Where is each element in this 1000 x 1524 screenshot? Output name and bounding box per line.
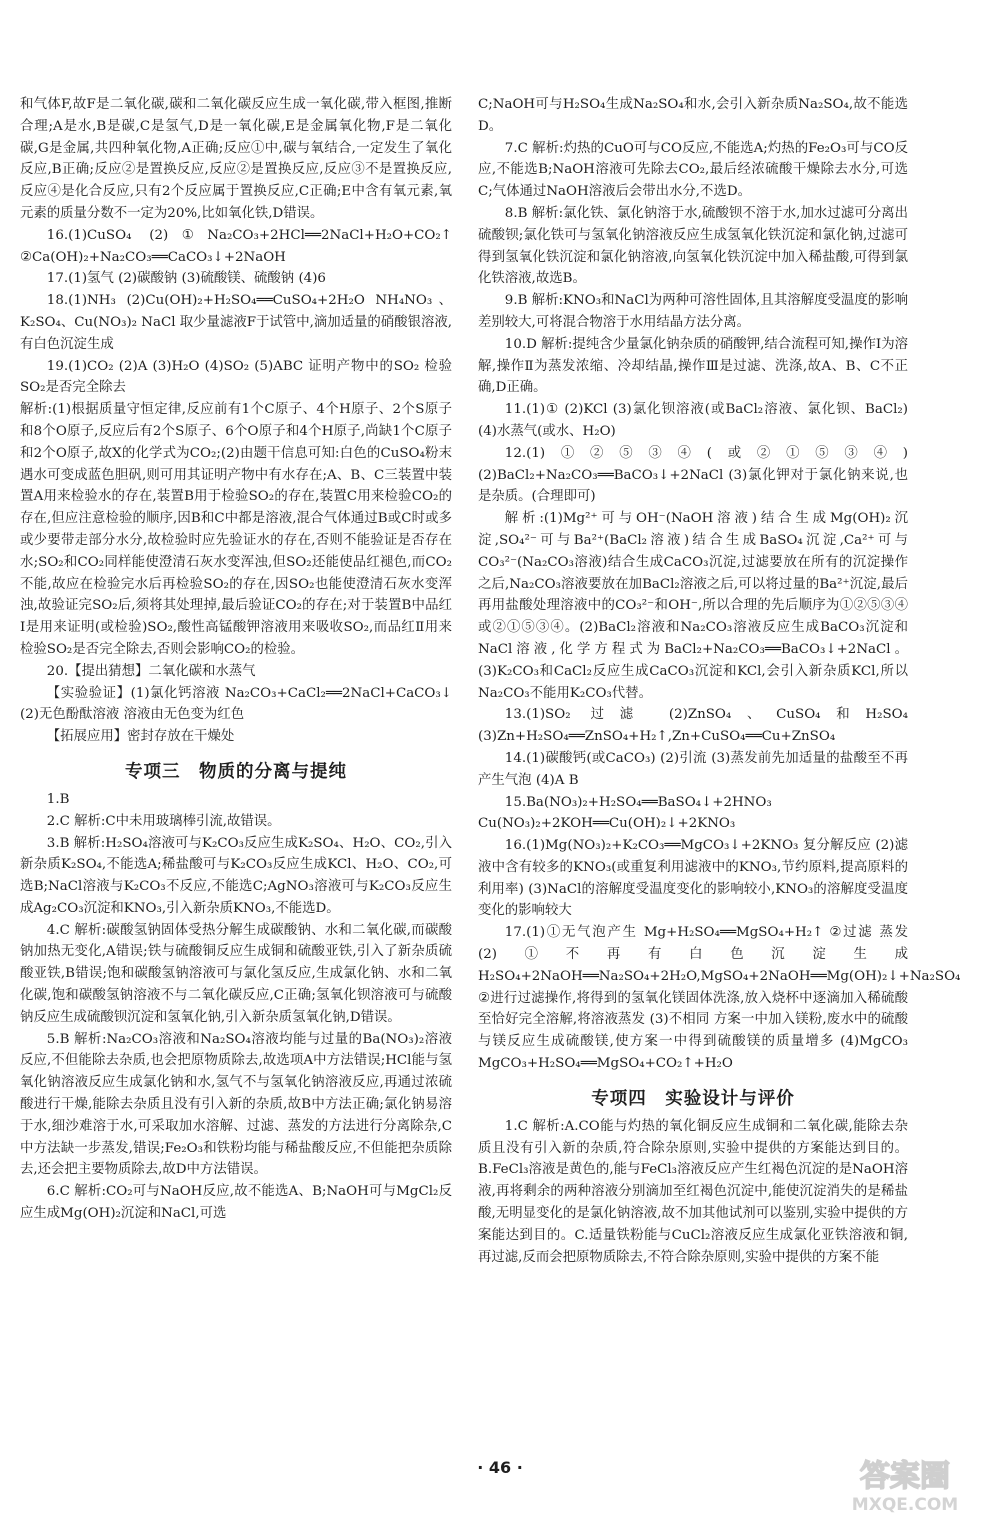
paragraph: 1.B xyxy=(46,791,70,807)
paragraph: 解析:(1)Mg²⁺可与OH⁻(NaOH溶液)结合生成Mg(OH)₂沉淀,SO₄²⁻可与Ba²⁺(BaCl₂溶液)结合生成BaSO₄沉淀,Ca²⁺可与CO₃²⁻(Na₂CO₃溶液)结合生成CaCO₃沉淀,过滤要放在所有的沉淀操作之后,Na₂CO₃溶液要放在加BaCl₂溶液之后,可以将过量的Ba²⁺沉淀,最后再用盐酸处理溶液中的CO₃²⁻和OH⁻,所以合理的先后顺序为①②⑤③④或②①⑤③④。(2)BaCl₂溶液和Na₂CO₃溶液反应生成BaCO₃沉淀和NaCl溶液,化学方程式为BaCl₂+Na₂CO₃══BaCO₃↓+2NaCl。(3)K₂CO₃和CaCl₂反应生成CaCO₃沉淀和KCl,会引入新杂质KCl,所以Na₂CO₃不能用K₂CO₃代替。 xyxy=(478,511,908,701)
right-column xyxy=(478,94,965,1519)
watermark-logo xyxy=(823,1452,988,1516)
paragraph: 16.(1)Mg(NO₃)₂+K₂CO₃══MgCO₃↓+2KNO₃ 复分解反应 (2)滤液中含有较多的KNO₃(或重复利用滤液中的KNO₃,节约原料,提高原料的利用率) (3)NaCl的溶解度受温度变化的影响较小,KNO₃的溶解度受温度变化的影响较大 xyxy=(478,838,908,919)
paragraph: 9.B 解析:KNO₃和NaCl为两种可溶性固体,且其溶解度受温度的影响差别较大,可将混合物溶于水用结晶方法分离。 xyxy=(478,293,908,330)
paragraph: 7.C 解析:灼热的CuO可与CO反应,不能选A;灼热的Fe₂O₃可与CO反应,不能选B;NaOH溶液可先除去CO₂,最后经浓硫酸干燥除去水分,可选C;气体通过NaOH溶液后会带出水分,不选D。 xyxy=(478,140,908,200)
paragraph: 4.C 解析:碳酸氢钠固体受热分解生成碳酸钠、水和二氧化碳,而碳酸钠加热无变化,A错误;铁与硫酸铜反应生成铜和硫酸亚铁,引入了新杂质硫酸亚铁,B错误;饱和碳酸氢钠溶液可与氯化氢反应,生成氯化钠、水和二氧化碳,饱和碳酸氢钠溶液不与二氧化碳反应,C正确;氢氧化钡溶液可与硫酸钠反应生成硫酸钡沉淀和氢氧化钠,引入新杂质氢氧化钠,D错误。 xyxy=(20,922,452,1025)
paragraph: 18.(1)NH₃ (2)Cu(OH)₂+H₂SO₄══CuSO₄+2H₂O NH₄NO₃、K₂SO₄、Cu(NO₃)₂ NaCl 取少量滤液F于试管中,滴加适量的硝酸银溶液,有白色沉淀生成 xyxy=(20,293,452,352)
paragraph: 16.(1)CuSO₄ (2)①Na₂CO₃+2HCl══2NaCl+H₂O+CO₂↑ ②Ca(OH)₂+Na₂CO₃══CaCO₃↓+2NaOH xyxy=(20,227,457,265)
section-heading: 专项四 实验设计与评价 xyxy=(591,1088,795,1109)
paragraph: 6.C 解析:CO₂可与NaOH反应,故不能选A、B;NaOH可与MgCl₂反应生成Mg(OH)₂沉淀和NaCl,可选 xyxy=(20,1184,452,1222)
paragraph: 12.(1)①②⑤③④(或②①⑤③④) (2)BaCl₂+Na₂CO₃══BaCO₃↓+2NaCl (3)氯化钾对于氯化钠来说,也是杂质。(合理即可) xyxy=(478,445,913,505)
paragraph: 17.(1)①无气泡产生 Mg+H₂SO₄══MgSO₄+H₂↑ ②过滤 蒸发 (2)①不再有白色沉淀生成 H₂SO₄+2NaOH══Na₂SO₄+2H₂O,MgSO₄+2NaOH══Mg(OH)₂↓+Na₂SO₄ ②进行过滤操作,将得到的氢氧化镁固体洗涤,放入烧杯中逐滴加入稀硫酸至恰好完全溶解,将溶液蒸发 (3)不相同 方案一中加入镁粉,废水中的硫酸与镁反应生成硫酸镁,使方案一中得到硫酸镁的质量增多 (4)MgCO₃ MgCO₃+H₂SO₄══MgSO₄+CO₂↑+H₂O xyxy=(478,925,965,1072)
paragraph: 10.D 解析:提纯含少量氯化钠杂质的硝酸钾,结合流程可知,操作Ⅰ为溶解,操作Ⅱ为蒸发浓缩、冷却结晶,操作Ⅲ是过滤、洗涤,故A、B、C不正确,D正确。 xyxy=(478,336,908,396)
paragraph: 【实验验证】(1)氯化钙溶液 Na₂CO₃+CaCl₂══2NaCl+CaCO₃↓ (2)无色酚酞溶液 溶液由无色变为红色 xyxy=(20,685,457,723)
paragraph: 【拓展应用】密封存放在干燥处 xyxy=(46,729,235,745)
left-column xyxy=(20,94,457,1454)
paragraph: 15.Ba(NO₃)₂+H₂SO₄══BaSO₄↓+2HNO₃ Cu(NO₃)₂+2KOH══Cu(OH)₂↓+2KNO₃ xyxy=(478,794,777,832)
paragraph: C;NaOH可与H₂SO₄生成Na₂SO₄和水,会引入新杂质Na₂SO₄,故不能选D。 xyxy=(478,97,908,134)
paragraph: 19.(1)CO₂ (2)A (3)H₂O (4)SO₂ (5)ABC 证明产物中的SO₂ 检验SO₂是否完全除去 xyxy=(20,358,452,396)
paragraph: 14.(1)碳酸钙(或CaCO₃) (2)引流 (3)蒸发前先加适量的盐酸至不再产生气泡 (4)A B xyxy=(478,750,908,788)
paragraph: 和气体F,故F是二氧化碳,碳和二氧化碳反应生成一氧化碳,带入框图,推断合理;A是水,B是碳,C是氢气,D是一氧化碳,E是金属氧化物,F是二氧化碳,G是金属,共四种氧化物,A正确;反应①中,碳与氧结合,一定发生了氧化反应,B正确;反应②是置换反应,反应②是置换反应,反应③不是置换反应,反应④是化合反应,只有2个反应属于置换反应,C正确;E中含有氧元素,氧元素的质量分数不一定为20%,比如氧化铁,D错误。 xyxy=(20,97,452,221)
watermark-text: 答案圈 xyxy=(860,1459,950,1494)
paragraph: 1.C 解析:A.CO能与灼热的氧化铜反应生成铜和二氧化碳,能除去杂质且没有引入新的杂质,符合除杂原则,实验中提供的方案能达到目的。B.FeCl₃溶液是黄色的,能与FeCl₃溶液反应产生红褐色沉淀的是NaOH溶液,再将剩余的两种溶液分别滴加至红褐色沉淀中,能使沉淀消失的是稀盐酸,无明显变化的是氯化钠溶液,故不加其他试剂可以鉴别,实验中提供的方案能达到目的。C.适量铁粉能与CuCl₂溶液反应生成氯化亚铁溶液和铜,再过滤,反而会把原物质除去,不符合除杂原则,实验中提供的方案不能 xyxy=(478,1118,908,1265)
page-number: · 46 · xyxy=(477,1458,523,1477)
paragraph: 3.B 解析:H₂SO₄溶液可与K₂CO₃反应生成K₂SO₄、H₂O、CO₂,引入新杂质K₂SO₄,不能选A;稀盐酸可与K₂CO₃反应生成KCl、H₂O、CO₂,可选B;NaCl溶液与K₂CO₃不反应,不能选C;AgNO₃溶液可与K₂CO₃反应生成Ag₂CO₃沉淀和KNO₃,引入新杂质KNO₃,不能选D。 xyxy=(20,835,452,916)
paragraph: 2.C 解析:C中未用玻璃棒引流,故错误。 xyxy=(46,813,281,829)
paragraph: 解析:(1)根据质量守恒定律,反应前有1个C原子、4个H原子、2个S原子和8个O原子,反应后有2个S原子、6个O原子和4个H原子,尚缺1个C原子和2个O原子,故X的化学式为CO₂;(2)由题干信息可知:白色的CuSO₄粉末遇水可变成蓝色胆矾,则可用其证明产物中有水存在;A、B、C三装置中装置A用来检验水的存在,装置B用于检验SO₂的存在,装置C用来检验CO₂的存在,但应注意检验的顺序,因B和C中都是溶液,混合气体通过B或C时或多或少要带走部分水分,故检验时应先验证水的存在,否则不能验证是否存在水;SO₂和CO₂同样能使澄清石灰水变浑浊,但SO₂还能使品红褪色,而CO₂不能,故应在检验完水后再检验SO₂的存在,因SO₂也能使澄清石灰水变浑浊,故验证完SO₂后,须将其处理掉,最后验证CO₂的存在;对于装置B中品红Ⅰ是用来证明(或检验)SO₂,酸性高锰酸钾溶液用来吸收SO₂,而品红Ⅱ用来检验SO₂是否完全除去,否则会影响CO₂的检验。 xyxy=(20,402,452,657)
section-heading: 专项三 物质的分离与提纯 xyxy=(125,761,347,782)
paragraph: 20.【提出猜想】二氧化碳和水蒸气 xyxy=(46,663,256,679)
paragraph: 17.(1)氢气 (2)碳酸钠 (3)硫酸镁、硫酸钠 (4)6 xyxy=(46,271,326,287)
paragraph: 13.(1)SO₂ 过滤 (2)ZnSO₄、CuSO₄和H₂SO₄ (3)Zn+H₂SO₄══ZnSO₄+H₂↑,Zn+CuSO₄══Cu+ZnSO₄ xyxy=(478,707,913,745)
paragraph: 11.(1)① (2)KCl (3)氯化钡溶液(或BaCl₂溶液、氯化钡、BaCl₂) (4)水蒸气(或水、H₂O) xyxy=(478,402,913,439)
watermark-url: MXQE.COM xyxy=(851,1495,959,1515)
paragraph: 5.B 解析:Na₂CO₃溶液和Na₂SO₄溶液均能与过量的Ba(NO₃)₂溶液反应,不但能除去杂质,也会把原物质除去,故选项A中方法错误;HCl能与氢氧化钠溶液反应生成氯化钠和水,氢气不与氢氧化钠溶液反应,再通过浓硫酸进行干燥,能除去杂质且没有引入新的杂质,故B中方法正确;氯化钠易溶于水,细沙难溶于水,可采取加水溶解、过滤、蒸发的方法进行分离除杂,C中方法缺一步蒸发,错误;Fe₂O₃和铁粉均能与稀盐酸反应,不但能把杂质除去,还会把主要物质除去,故D中方法错误。 xyxy=(20,1031,452,1178)
paragraph: 8.B 解析:氯化铁、氯化钠溶于水,硫酸钡不溶于水,加水过滤可分离出硫酸钡;氯化铁可与氢氧化钠溶液反应生成氢氧化铁沉淀和氯化钠,过滤可得到氢氧化铁沉淀和氯化钠溶液,向氢氧化铁沉淀中加入稀盐酸,可得到氯化铁溶液,故选B。 xyxy=(478,205,908,287)
